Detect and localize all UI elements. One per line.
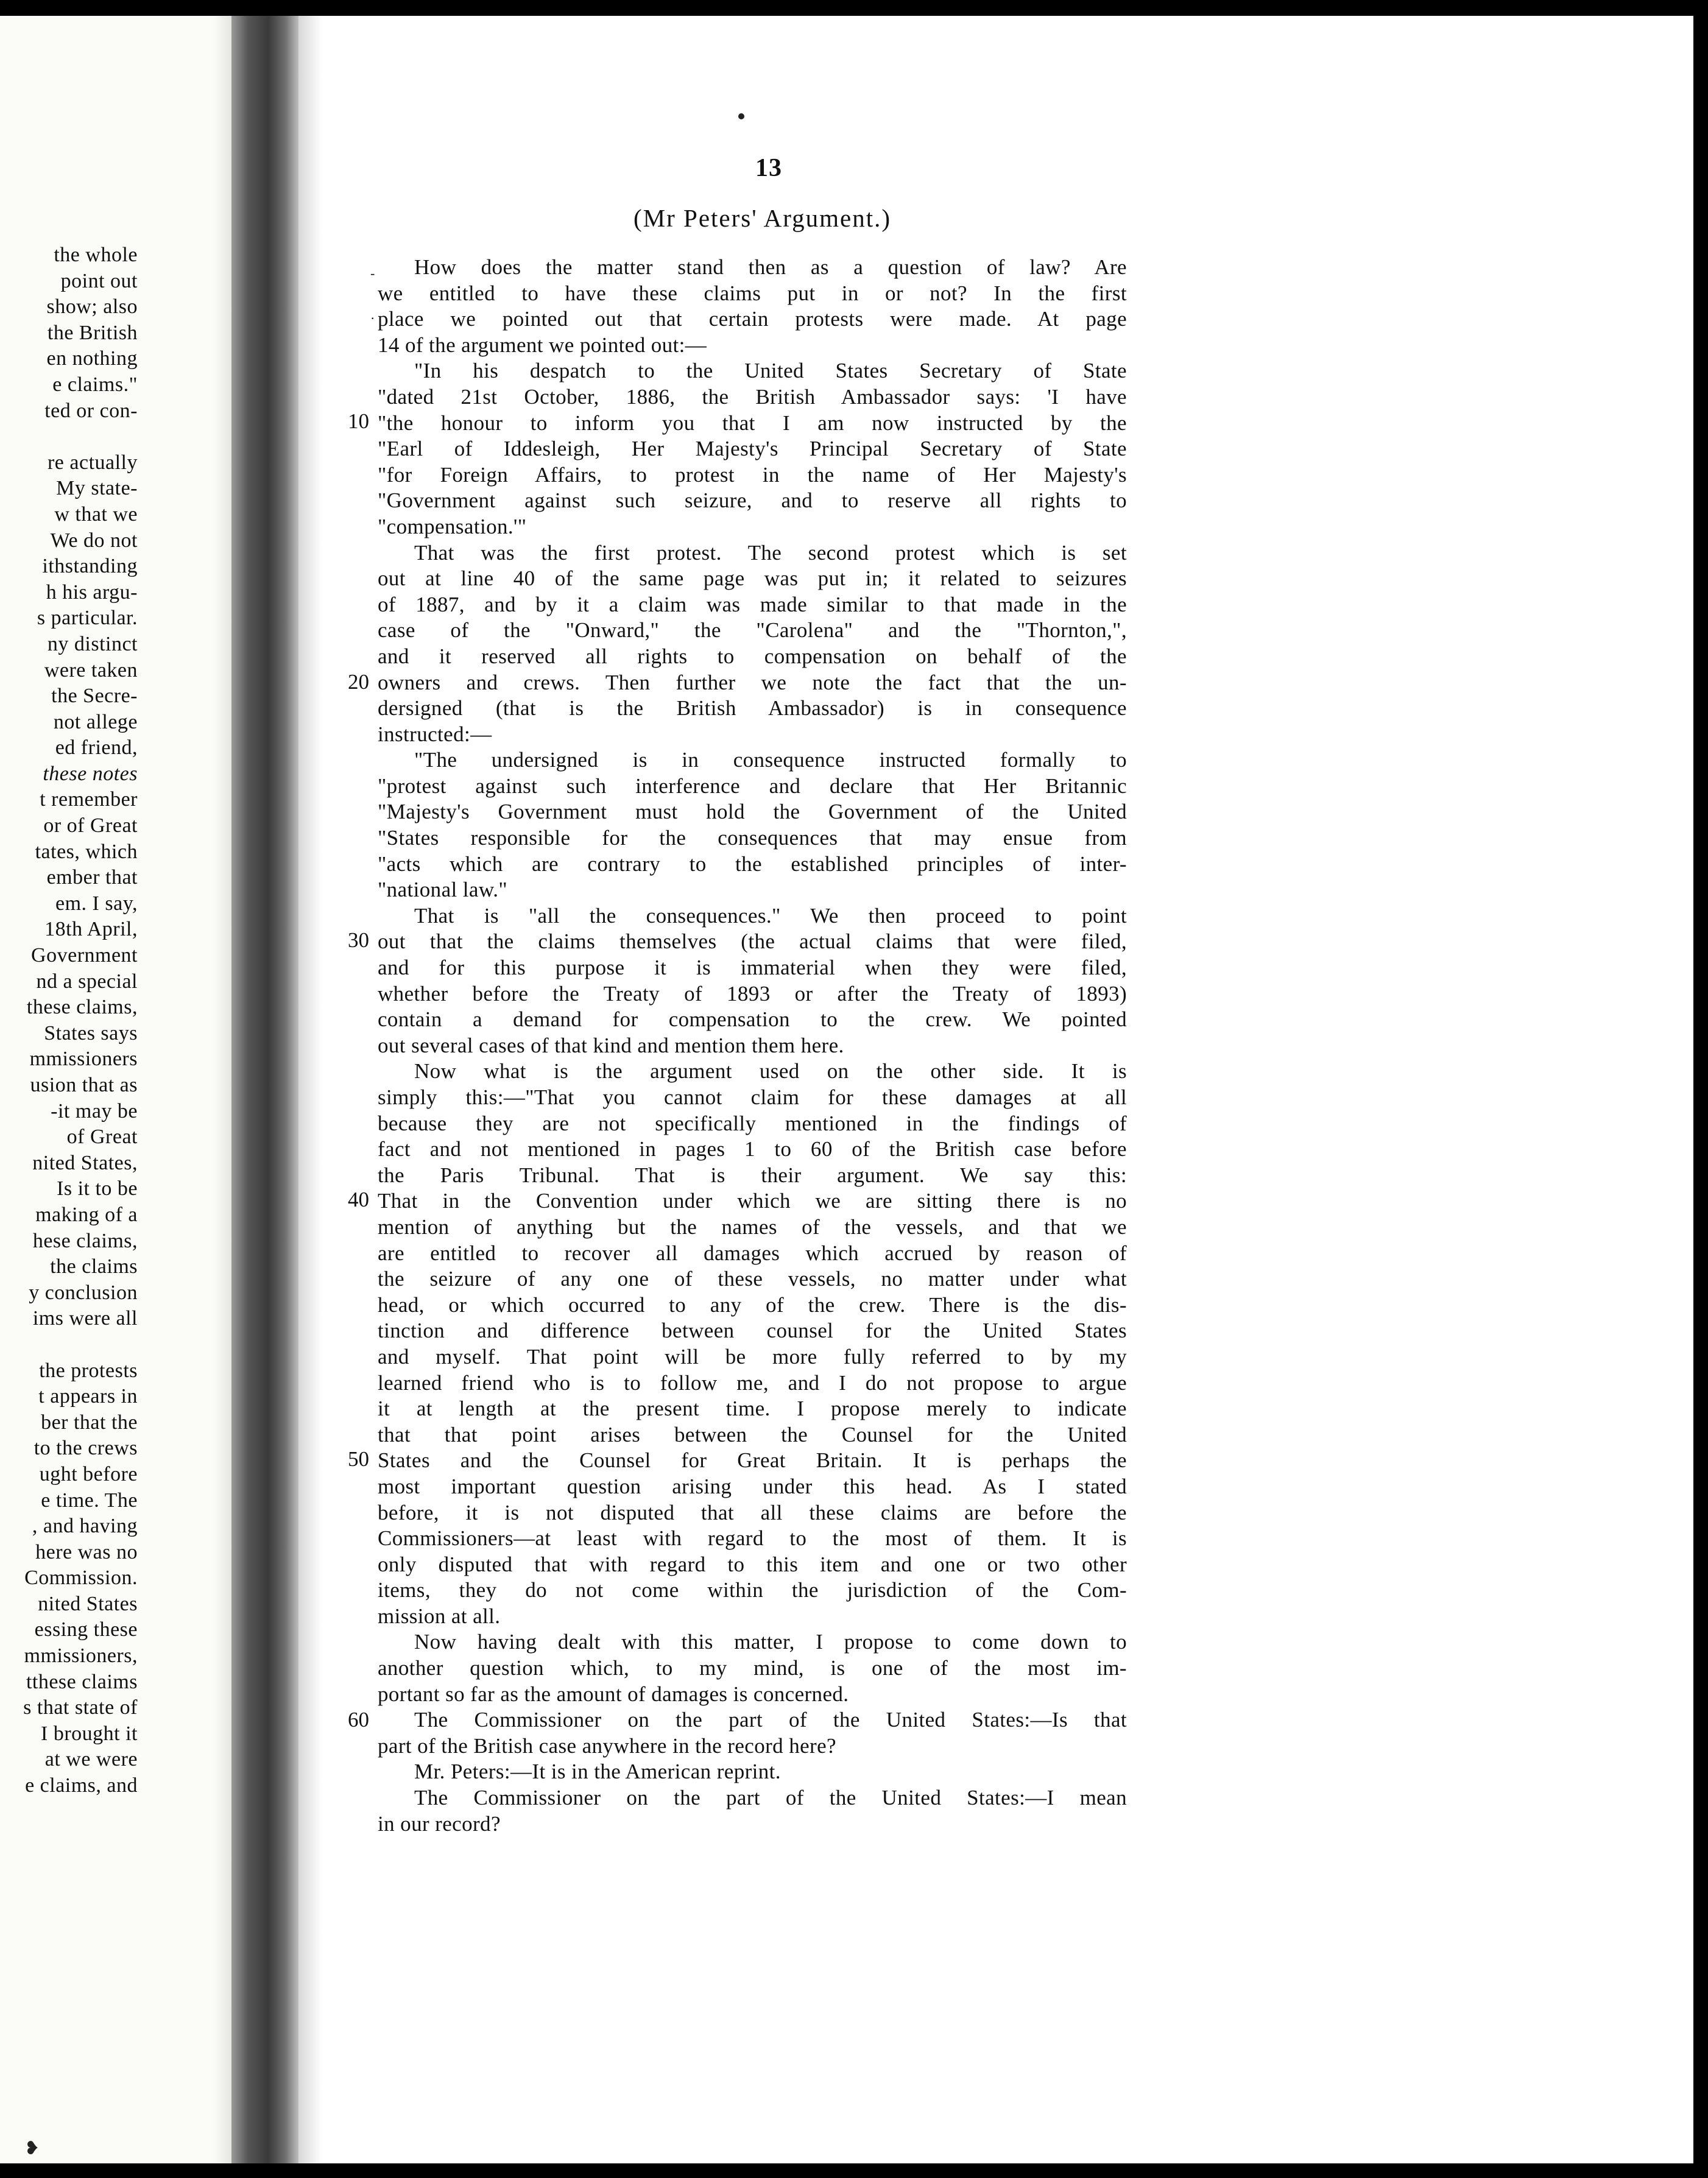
fragment-line: mmissioners: [29, 1048, 138, 1071]
fragment-line: We do not: [50, 529, 138, 552]
fragment-line: s particular.: [37, 607, 138, 630]
ink-dot: [738, 113, 744, 119]
margin-mark: ·: [370, 311, 375, 326]
text-line: portant so far as the amount of damages is concerned.: [378, 1682, 849, 1706]
quote-line: "acts which are contrary to the established principles of inter-: [378, 851, 1127, 876]
dialogue-line: part of the British case anywhere in the record here?: [378, 1733, 836, 1758]
text-line: simply this:—"That you cannot claim for these damages at all: [378, 1085, 1127, 1109]
text-line: the seizure of any one of these vessels, no matter under what: [378, 1267, 1127, 1291]
text-line: tinction and difference between counsel for the United States: [378, 1319, 1127, 1343]
fragment-line: usion that as: [30, 1074, 138, 1096]
fragment-line: were taken: [44, 658, 138, 682]
fragment-line: ed friend,: [55, 736, 138, 759]
fragment-line: t appears in: [38, 1385, 138, 1408]
fragment-line: mmissioners,: [24, 1644, 138, 1668]
fragment-line: ims were all: [32, 1307, 138, 1330]
fragment-line: to the crews: [34, 1437, 138, 1460]
fragment-line: re actually: [47, 451, 138, 474]
gutter-highlight: [298, 12, 323, 2178]
fragment-line: en nothing: [46, 347, 138, 370]
text-line: Commissioners—at least with regard to the most of them. It is: [378, 1526, 1127, 1551]
fragment-line: Is it to be: [57, 1177, 138, 1200]
fragment-line: ember that: [46, 866, 138, 889]
text-line: case of the "Onward," the "Carolena" and the "Thornton,",: [378, 618, 1127, 643]
fragment-line: e time. The: [41, 1489, 138, 1512]
text-line: out that the claims themselves (the actual claims that were filed,: [378, 929, 1127, 954]
text-line: out at line 40 of the same page was put in; it related to seizures: [378, 566, 1127, 591]
fragment-line: the protests: [39, 1359, 138, 1382]
scan-border-bottom: [0, 2163, 1708, 2178]
text-line: learned friend who is to follow me, and I do not propose to argue: [378, 1370, 1127, 1395]
text-line: and it reserved all rights to compensation on behalf of the: [378, 644, 1127, 668]
fragment-line: ithstanding: [42, 555, 138, 578]
quote-line: "for Foreign Affairs, to protest in the name of Her Majesty's: [378, 462, 1127, 487]
quote-line: "In his despatch to the United States Secretary of State: [414, 359, 1127, 383]
text-line: head, or which occurred to any of the crew. There is the dis-: [378, 1292, 1127, 1317]
fragment-line: essing these: [34, 1618, 138, 1641]
fragment-line: ught before: [39, 1462, 138, 1485]
fragment-line: not allege: [53, 710, 138, 733]
fragment-line: h his argu-: [46, 580, 138, 604]
line-number: 50: [348, 1447, 369, 1471]
quote-line: "The undersigned is in consequence instructed formally to: [414, 748, 1127, 772]
fragment-line: s that state of: [23, 1696, 138, 1719]
fragment-line: making of a: [35, 1203, 138, 1226]
text-line: contain a demand for compensation to the crew. We pointed: [378, 1007, 1127, 1032]
text-line: the Paris Tribunal. That is their argument. We say this:: [378, 1163, 1127, 1187]
fragment-line: My state-: [56, 477, 138, 500]
text-line: States and the Counsel for Great Britain. It is perhaps the: [378, 1448, 1127, 1473]
text-line: mission at all.: [378, 1604, 501, 1628]
line-number: 10: [348, 409, 369, 433]
argument-body-text: [378, 255, 1127, 1837]
line-number: 30: [348, 928, 369, 952]
fragment-line: nited States: [38, 1592, 138, 1615]
text-line: and for this purpose it is immaterial when they were filed,: [378, 956, 1127, 980]
quote-line: "protest against such interference and declare that Her Britannic: [378, 774, 1127, 798]
text-line: it at length at the present time. I propose merely to indicate: [378, 1397, 1127, 1421]
text-line: How does the matter stand then as a question of law? Are: [414, 255, 1127, 279]
quote-line: "compensation.'": [378, 514, 527, 538]
fragment-line: these notes: [43, 762, 138, 785]
corner-ornament: ❥: [24, 2138, 40, 2159]
fragment-line: y conclusion: [29, 1281, 138, 1304]
text-line: Now having dealt with this matter, I propose to come down to: [414, 1630, 1127, 1654]
text-line: That was the first protest. The second protest which is set: [414, 540, 1127, 565]
fragment-line: t remember: [40, 788, 138, 811]
line-number: 40: [348, 1188, 369, 1211]
fragment-line: at we were: [44, 1748, 138, 1771]
fragment-line: e claims.": [52, 373, 138, 396]
fragment-line: the Secre-: [51, 685, 138, 708]
fragment-line: tthese claims: [26, 1670, 138, 1693]
dialogue-line: Mr. Peters:—It is in the American reprint.: [414, 1760, 781, 1784]
fragment-line: Commission.: [24, 1567, 138, 1590]
dialogue-line: The Commissioner on the part of the United States:—I mean: [414, 1786, 1127, 1810]
quote-line: "Earl of Iddesleigh, Her Majesty's Principal Secretary of State: [378, 437, 1127, 461]
quote-line: "the honour to inform you that I am now instructed by the: [378, 411, 1127, 435]
fragment-line: point out: [60, 269, 138, 292]
dialogue-line: The Commissioner on the part of the United States:—Is that: [414, 1708, 1127, 1732]
dialogue-line: in our record?: [378, 1811, 501, 1836]
text-line: That is "all the consequences." We then proceed to point: [414, 903, 1127, 928]
text-line: place we pointed out that certain protests were made. At page: [378, 307, 1127, 331]
fragment-line: 18th April,: [44, 918, 138, 941]
quote-line: "Majesty's Government must hold the Government of the United: [378, 800, 1127, 824]
quote-line: "national law.": [378, 878, 508, 902]
line-number: 20: [348, 670, 369, 694]
text-line: instructed:—: [378, 722, 492, 746]
text-line: only disputed that with regard to this item and one or two other: [378, 1552, 1127, 1576]
fragment-line: I brought it: [41, 1722, 138, 1745]
fragment-line: nited States,: [32, 1151, 138, 1174]
fragment-line: or of Great: [43, 814, 138, 837]
fragment-line: the British: [47, 321, 138, 344]
fragment-line: ted or con-: [44, 399, 138, 422]
book-gutter-shadow: [231, 12, 298, 2178]
line-number: 60: [348, 1708, 369, 1732]
fragment-line: show; also: [46, 295, 138, 319]
text-line: before, it is not disputed that all these claims are before the: [378, 1500, 1127, 1524]
fragment-line: these claims,: [26, 996, 138, 1019]
text-line: whether before the Treaty of 1893 or after the Treaty of 1893): [378, 981, 1127, 1006]
text-line: dersigned (that is the British Ambassador) is in consequence: [378, 696, 1127, 721]
text-line: we entitled to have these claims put in or not? In the first: [378, 281, 1127, 305]
fragment-line: States says: [44, 1021, 138, 1045]
fragment-line: ber that the: [41, 1411, 138, 1434]
text-line: out several cases of that kind and mention them here.: [378, 1033, 844, 1057]
text-line: 14 of the argument we pointed out:—: [378, 333, 707, 357]
fragment-line: tates, which: [35, 840, 138, 863]
text-line: and myself. That point will be more fully referred to by my: [378, 1344, 1127, 1369]
text-line: That in the Convention under which we are sitting there is no: [378, 1189, 1127, 1213]
fragment-line: of Great: [66, 1126, 138, 1149]
fragment-line: -it may be: [51, 1099, 138, 1122]
fragment-line: nd a special: [36, 970, 138, 993]
quote-line: "dated 21st October, 1886, the British Ambassador says: 'I have: [378, 384, 1127, 409]
text-line: owners and crews. Then further we note the fact that the un-: [378, 670, 1127, 694]
fragment-line: [0, 424, 138, 450]
fragment-line: em. I say,: [55, 892, 138, 915]
fragment-line: , and having: [32, 1515, 138, 1538]
facing-page-text-fragments: [0, 242, 138, 1799]
text-line: of 1887, and by it a claim was made similar to that made in the: [378, 592, 1127, 616]
fragment-line: Government: [31, 944, 138, 967]
text-line: are entitled to recover all damages which accrued by reason of: [378, 1241, 1127, 1265]
fragment-line: ny distinct: [47, 632, 138, 655]
scan-border-top: [0, 0, 1708, 16]
margin-mark: -: [370, 266, 375, 281]
text-line: mention of anything but the names of the vessels, and that we: [378, 1214, 1127, 1239]
fragment-line: e claims, and: [25, 1774, 138, 1797]
text-line: items, they do not come within the jurisdiction of the Com-: [378, 1578, 1127, 1602]
text-line: that that point arises between the Counsel for the United: [378, 1422, 1127, 1447]
quote-line: "States responsible for the consequences that may ensue from: [378, 826, 1127, 850]
text-line: another question which, to my mind, is one of the most im-: [378, 1656, 1127, 1680]
page-number: 13: [755, 154, 782, 182]
running-head: (Mr Peters' Argument.): [633, 204, 891, 232]
text-line: because they are not specifically mentioned in the findings of: [378, 1111, 1127, 1135]
fragment-line: the claims: [50, 1255, 138, 1278]
text-line: Now what is the argument used on the other side. It is: [414, 1059, 1127, 1084]
text-line: fact and not mentioned in pages 1 to 60 of the British case before: [378, 1137, 1127, 1161]
fragment-line: [0, 1332, 138, 1358]
text-line: most important question arising under this head. As I stated: [378, 1474, 1127, 1498]
fragment-line: here was no: [35, 1540, 138, 1563]
fragment-line: the whole: [54, 244, 138, 266]
scan-border-right: [1693, 0, 1708, 2178]
fragment-line: w that we: [54, 502, 138, 526]
fragment-line: hese claims,: [32, 1229, 138, 1252]
quote-line: "Government against such seizure, and to reserve all rights to: [378, 488, 1127, 513]
